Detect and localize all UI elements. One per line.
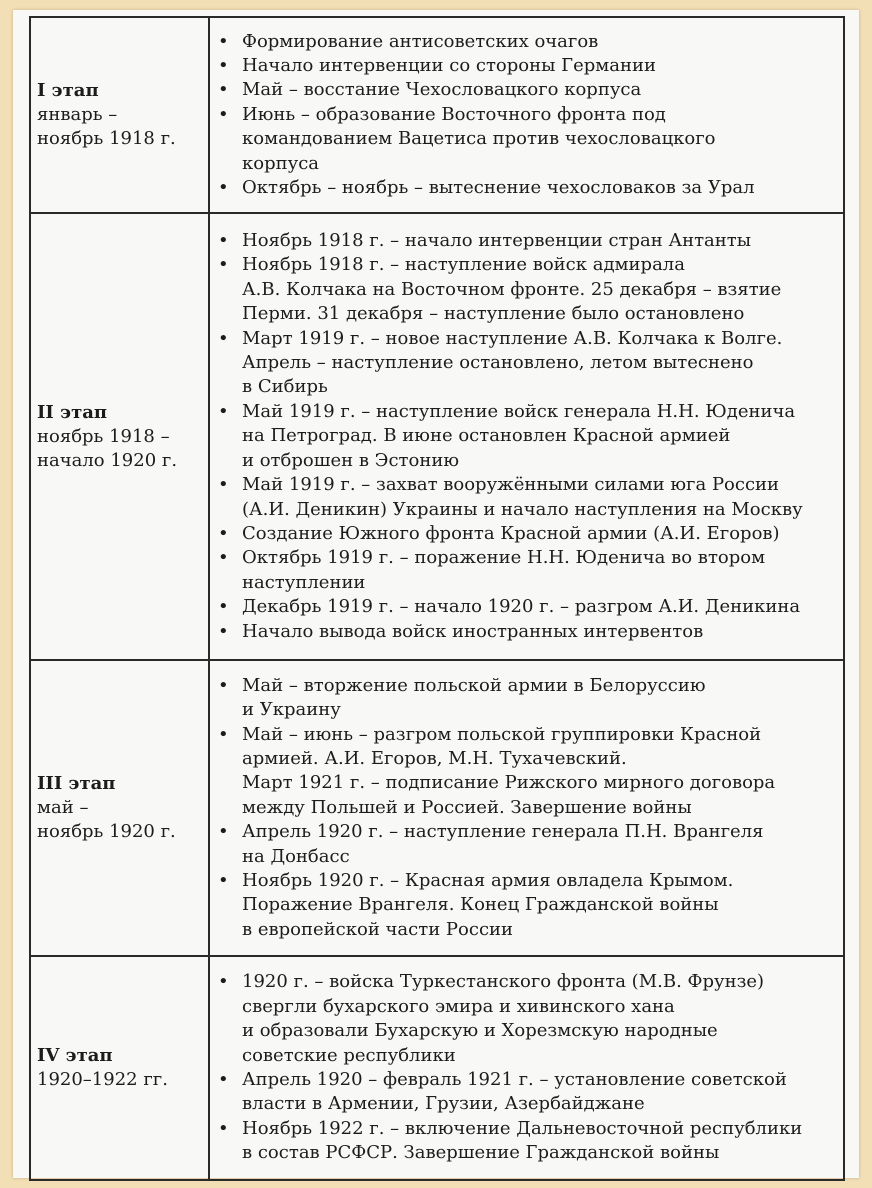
stage-events-cell (209, 660, 844, 956)
event-item: • Май – восстание Чехословацкого корпуса (210, 78, 837, 102)
stage-period: январь – ноябрь 1918 г. (37, 104, 176, 149)
event-item: • Ноябрь 1918 г. – наступление войск адмирала А.В. Колчака на Восточном фронте. 25 декабря – взятие Перми. 31 декабря – наступление было остановлено (210, 253, 837, 326)
events-list (210, 674, 837, 942)
event-item: • Формирование антисоветских очагов (210, 30, 837, 54)
stage-row-2 (30, 213, 844, 660)
event-item: • Начало интервенции со стороны Германии (210, 54, 837, 78)
stage-period: 1920–1922 гг. (37, 1069, 168, 1090)
events-list (210, 229, 837, 644)
event-item: • Октябрь – ноябрь – вытеснение чехословаков за Урал (210, 176, 837, 200)
event-item: • Май – вторжение польской армии в Белоруссию и Украину (210, 674, 837, 723)
event-item: • Октябрь 1919 г. – поражение Н.Н. Юденича во втором наступлении (210, 546, 837, 595)
stage-events-cell (209, 17, 844, 213)
event-item: • Ноябрь 1920 г. – Красная армия овладела Крымом. Поражение Врангеля. Конец Гражданской войны в европейской части России (210, 869, 837, 942)
stage-period: май – ноябрь 1920 г. (37, 797, 176, 842)
event-item: • Ноябрь 1918 г. – начало интервенции стран Антанты (210, 229, 837, 253)
event-item: • Апрель 1920 г. – наступление генерала П.Н. Врангеля на Донбасс (210, 820, 837, 869)
events-list (210, 30, 837, 201)
event-item: • Март 1919 г. – новое наступление А.В. Колчака к Волге. Апрель – наступление остановлено, летом вытеснено в Сибирь (210, 327, 837, 400)
event-item: Март 1921 г. – подписание Рижского мирного договора между Польшей и Россией. Завершение войны (242, 772, 776, 818)
event-item: • Май 1919 г. – захват вооружёнными силами юга России (А.И. Деникин) Украины и начало наступления на Москву (210, 473, 837, 522)
stage-name: IV этап (37, 1045, 113, 1066)
event-item: • Начало вывода войск иностранных интервентов (210, 620, 837, 644)
event-item: • 1920 г. – войска Туркестанского фронта (М.В. Фрунзе) свергли бухарского эмира и хивинского хана и образовали Бухарскую и Хорезмскую народные советские республики (210, 970, 837, 1068)
stage-label-cell (30, 17, 209, 213)
stage-events-cell (209, 213, 844, 660)
stage-row-1 (30, 17, 844, 213)
event-item: • Июнь – образование Восточного фронта под командованием Вацетиса против чехословацкого корпуса (210, 103, 837, 176)
stage-name: II этап (37, 401, 108, 423)
stage-name: III этап (37, 773, 116, 794)
stage-label-cell (30, 213, 209, 660)
stage-row-3 (30, 660, 844, 956)
stage-name: I этап (37, 80, 99, 101)
event-item: • Апрель 1920 – февраль 1921 г. – установление советской власти в Армении, Грузии, Азербайджане (210, 1068, 837, 1117)
stage-row-4 (30, 956, 844, 1180)
stage-period: ноябрь 1918 – начало 1920 г. (37, 425, 178, 471)
stage-label-cell (30, 956, 209, 1180)
event-item: • Май – июнь – разгром польской группировки Красной армией. А.И. Егоров, М.Н. Тухачевский. (210, 723, 837, 772)
event-item: • Май 1919 г. – наступление войск генерала Н.Н. Юденича на Петроград. В июне остановлен Красной армией и отброшен в Эстонию (210, 400, 837, 473)
stage-label-cell (30, 660, 209, 956)
events-list (210, 970, 837, 1165)
event-item: • Ноябрь 1922 г. – включение Дальневосточной республики в состав РСФСР. Завершение Гражданской войны (210, 1117, 837, 1166)
event-item: • Декабрь 1919 г. – начало 1920 г. – разгром А.И. Деникина (210, 595, 837, 619)
civil-war-stages-table (29, 16, 845, 1181)
event-item: • Создание Южного фронта Красной армии (А.И. Егоров) (210, 522, 837, 546)
stage-events-cell (209, 956, 844, 1180)
